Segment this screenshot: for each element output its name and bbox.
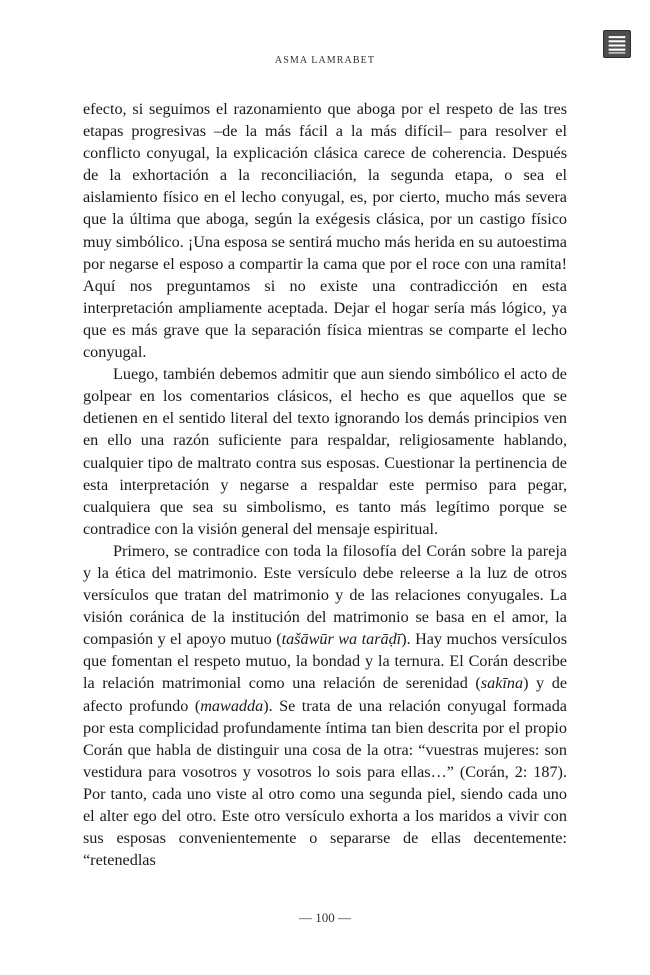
paragraph: efecto, si seguimos el razonamiento que aboga por el respeto de las tres etapas progresivas –de la más fácil a la más difícil– para resolver el conflicto conyugal, la explicación clásica carece de coherencia. Después de la exhortación a la reconciliación, la segunda etapa, o sea el aislamiento físico en el lecho conyugal, es, por cierto, mucho más severa que la última que aboga, según la exégesis clásica, por un castigo físico muy simbólico. ¡Una esposa se sentirá mucho más herida en su autoestima por negarse el esposo a compartir la cama que por el roce con una ramita! Aquí nos preguntamos si no existe una contradicción en esta interpretación ampliamente aceptada. Dejar el hogar sería más lógico, ya que es más grave que la separación física mientras se comparte el lecho conyugal. — [83, 100, 567, 362]
menu-button[interactable] — [603, 30, 631, 58]
arabic-term: mawadda — [200, 696, 264, 715]
body-text — [83, 98, 567, 871]
paragraph: Luego, también debemos admitir que aun siendo simbólico el acto de golpear en los comentarios clásicos, el hecho es que aquellos que se detienen en el sentido literal del texto ignorando los demás principios ven en ello una razón suficiente para respaldar, religiosamente hablando, cualquier tipo de maltrato contra sus esposas. Cuestionar la pertinencia de esta interpretación y negarse a respaldar este permiso para pegar, cualquiera que sea su simbolismo, es tanto más legítimo porque se contradice con la visión general del mensaje espiritual. — [83, 365, 567, 538]
text-run: ). Hay muchos versículos que fomentan el respeto mutuo, la bondad y la ternura. El Corán describe la relación matrimonial como una relación de serenidad ( — [83, 630, 567, 693]
text-run: ). Se trata de una relación conyugal formada por esta complicidad profundamente íntima tan bien descrita por el propio Corán que habla de distinguir una cosa de la otra: “vuestras mujeres: son vestidura para vosotros y vosotros lo sois para ellas…” (Corán, 2: 187). Por tanto, cada uno viste al otro como una segunda piel, siendo cada uno el alter ego del otro. Este otro versículo exhorta a los maridos a vivir con sus esposas convenientemente o separarse de ellas decentemente: “retenedlas — [83, 696, 567, 870]
running-head: ASMA LAMRABET — [274, 55, 376, 66]
text-run: ) y de afecto profundo ( — [83, 674, 568, 715]
list-menu-icon — [604, 31, 630, 57]
paragraph — [83, 540, 567, 871]
text-run: Primero, se contradice con toda la filosofía del Corán sobre la pareja y la ética del matrimonio. Este versículo debe releerse a la luz de otros versículos que tratan del matrimonio y de las relaciones conyugales. La visión coránica de la institución del matrimonio se basa en el amor, la compasión y el apoyo mutuo ( — [83, 541, 567, 649]
arabic-term: tašāwūr wa tarāḍī — [281, 630, 402, 649]
arabic-term: sakīna — [480, 674, 524, 693]
page-number: — 100 — — [299, 910, 351, 925]
